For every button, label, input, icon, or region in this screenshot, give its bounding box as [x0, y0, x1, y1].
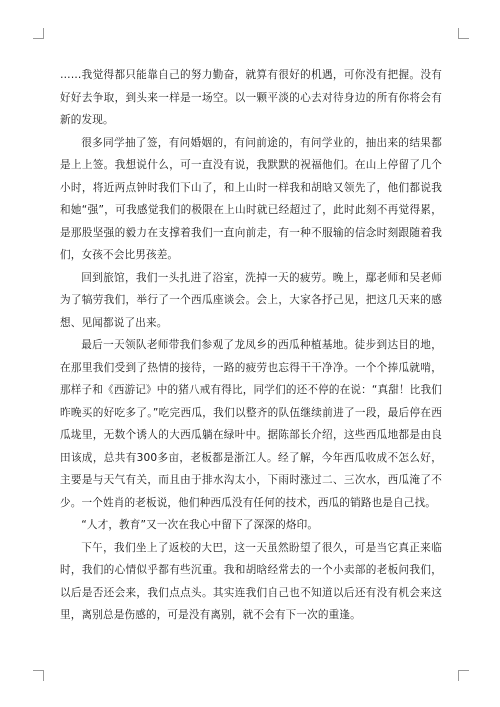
- paragraph-temple-visit: 很多同学抽了签，有问婚姻的，有问前途的，有问学业的，抽出来的结果都是上上签。我想说什么，可一直没有说，我默默的祝福他们。在山上停留了几个小时，将近两点钟时我们下山了，和上山时一样我和胡晗又领先了，他们都说我和她“强”，可我感觉我们的极限在上山时就已经超过了，此时此刻不再觉得累，是那股坚强的毅力在支撑着我们一直向前走，有一种不服输的信念时刻跟随着我们，女孩不会比男孩差。: [60, 136, 442, 261]
- paragraph-watermelon-base: 最后一天领队老师带我们参观了龙凤乡的西瓜种植基地。徒步到达目的地，在那里我们受到了热情的接待，一路的疲劳也忘得干干净净。一个个捧瓜就啃，那样子和《西游记》中的猪八戒有得比，同学们的还不停的在说：“真甜！比我们昨晚买的好吃多了。”吃完西瓜，我们以整齐的队伍继续前进了一段，最后停在西瓜垅里，无数个诱人的大西瓜躺在绿叶中。据陈部长介绍，这些西瓜地都是由良田该成，总共有300多亩，老板都是浙江人。经了解，今年西瓜收成不怎么好，主要是与天气有关，而且由于排水沟太小，下雨时涨过二、三次水，西瓜淹了不少。一个姓肖的老板说，他们种西瓜没有任何的技术，西瓜的销路也是自己找。: [60, 339, 442, 509]
- document-body: [60, 64, 442, 627]
- paragraph-return-trip: 下午，我们坐上了返校的大巴，这一天虽然盼望了很久，可是当它真正来临时，我们的心情似乎都有些沉重。我和胡晗经常去的一个小卖部的老板问我们，以后是否还会来，我们点点头。其实连我们自己也不知道以后还有没有机会来这里，离别总是伤感的，可是没有离别，就不会有下一次的重逢。: [60, 541, 442, 621]
- paragraph-talent-education: “人才，教育”又一次在我心中留下了深深的烙印。: [81, 519, 319, 531]
- crop-mark-top-right: [458, 28, 469, 39]
- crop-mark-bottom-right: [458, 670, 469, 681]
- crop-mark-bottom-left: [33, 670, 44, 681]
- paragraph-continuation: ……我觉得都只能靠自己的努力勤奋，就算有很好的机遇，可你没有把握。没有好好去争取，到头来一样是一场空。以一颗平淡的心去对待身边的所有你将会有新的发现。: [60, 69, 442, 126]
- paragraph-hotel-evening: 回到旅馆，我们一头扎进了浴室，洗掉一天的疲劳。晚上，鄢老师和吴老师为了犒劳我们，举行了一个西瓜座谈会。会上，大家各抒己见，把这几天来的感想、见闻都说了出来。: [60, 271, 442, 329]
- crop-mark-top-left: [33, 28, 44, 39]
